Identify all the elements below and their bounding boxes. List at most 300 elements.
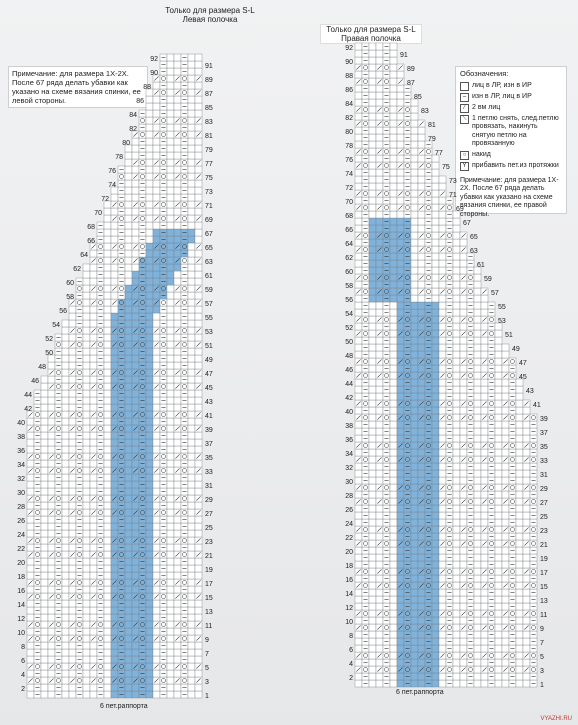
stitch-cell <box>432 288 439 295</box>
stitch-cell <box>516 505 523 512</box>
stitch-cell <box>523 407 530 414</box>
stitch-cell <box>369 302 376 309</box>
stitch-cell <box>481 603 488 610</box>
stitch-cell <box>62 453 69 460</box>
stitch-cell <box>188 516 195 523</box>
stitch-cell <box>69 418 76 425</box>
stitch-cell <box>104 418 111 425</box>
stitch-cell <box>195 670 202 677</box>
stitch-cell <box>530 484 537 491</box>
stitch-cell <box>460 596 467 603</box>
stitch-cell <box>104 411 111 418</box>
stitch-cell <box>167 439 174 446</box>
stitch-cell <box>125 250 132 257</box>
stitch-cell <box>125 425 132 432</box>
stitch-cell <box>432 330 439 337</box>
stitch-cell <box>432 281 439 288</box>
stitch-cell <box>97 453 104 460</box>
stitch-cell <box>376 407 383 414</box>
stitch-cell <box>69 320 76 327</box>
row-number: 47 <box>205 371 213 378</box>
stitch-cell <box>383 568 390 575</box>
stitch-cell <box>125 334 132 341</box>
stitch-cell <box>153 474 160 481</box>
stitch-cell <box>195 194 202 201</box>
stitch-cell <box>502 554 509 561</box>
stitch-cell <box>460 463 467 470</box>
stitch-cell <box>369 582 376 589</box>
stitch-cell <box>495 631 502 638</box>
stitch-cell <box>104 404 111 411</box>
stitch-cell <box>195 348 202 355</box>
stitch-cell <box>390 498 397 505</box>
stitch-cell <box>383 624 390 631</box>
stitch-cell <box>453 561 460 568</box>
stitch-cell <box>481 575 488 582</box>
stitch-cell <box>83 432 90 439</box>
stitch-cell <box>41 481 48 488</box>
stitch-cell <box>495 610 502 617</box>
stitch-cell <box>195 502 202 509</box>
row-number: 1 <box>540 682 544 689</box>
stitch-cell <box>146 173 153 180</box>
stitch-cell <box>83 327 90 334</box>
stitch-cell <box>362 358 369 365</box>
stitch-cell <box>390 463 397 470</box>
stitch-cell <box>411 568 418 575</box>
stitch-cell <box>48 474 55 481</box>
stitch-cell <box>411 554 418 561</box>
stitch-cell <box>146 145 153 152</box>
stitch-cell <box>432 456 439 463</box>
stitch-cell <box>132 516 139 523</box>
stitch-cell <box>69 439 76 446</box>
stitch-cell <box>502 365 509 372</box>
stitch-cell <box>62 684 69 691</box>
stitch-cell <box>460 617 467 624</box>
stitch-cell <box>481 428 488 435</box>
stitch-cell <box>132 306 139 313</box>
row-number: 5 <box>540 654 544 661</box>
stitch-cell <box>195 544 202 551</box>
row-number: 18 <box>345 563 353 570</box>
stitch-cell <box>460 421 467 428</box>
stitch-cell <box>474 484 481 491</box>
stitch-cell <box>146 523 153 530</box>
stitch-cell <box>516 617 523 624</box>
stitch-cell <box>432 645 439 652</box>
row-number: 57 <box>205 301 213 308</box>
stitch-cell <box>125 551 132 558</box>
stitch-cell <box>111 558 118 565</box>
stitch-cell <box>474 281 481 288</box>
stitch-cell <box>397 337 404 344</box>
stitch-cell <box>139 593 146 600</box>
stitch-cell <box>104 348 111 355</box>
stitch-cell <box>125 348 132 355</box>
row-number: 73 <box>205 189 213 196</box>
stitch-cell <box>195 649 202 656</box>
stitch-cell <box>195 68 202 75</box>
stitch-cell <box>111 278 118 285</box>
stitch-cell <box>146 593 153 600</box>
stitch-cell <box>104 215 111 222</box>
stitch-cell <box>153 334 160 341</box>
stitch-cell <box>411 344 418 351</box>
stitch-cell <box>516 470 523 477</box>
stitch-cell <box>153 236 160 243</box>
stitch-cell <box>111 565 118 572</box>
stitch-cell <box>460 533 467 540</box>
stitch-cell <box>453 309 460 316</box>
stitch-cell <box>62 320 69 327</box>
stitch-cell <box>446 652 453 659</box>
stitch-cell <box>188 544 195 551</box>
stitch-cell <box>146 355 153 362</box>
stitch-cell <box>174 523 181 530</box>
stitch-cell <box>125 663 132 670</box>
stitch-cell <box>376 547 383 554</box>
stitch-cell <box>41 474 48 481</box>
stitch-cell <box>160 285 167 292</box>
stitch-cell <box>404 372 411 379</box>
stitch-cell <box>523 505 530 512</box>
stitch-cell <box>146 600 153 607</box>
stitch-cell <box>390 575 397 582</box>
stitch-cell <box>397 533 404 540</box>
stitch-cell <box>467 582 474 589</box>
stitch-cell <box>188 572 195 579</box>
stitch-cell <box>481 449 488 456</box>
stitch-cell <box>530 568 537 575</box>
stitch-cell <box>125 194 132 201</box>
stitch-cell <box>390 554 397 561</box>
stitch-cell <box>411 393 418 400</box>
stitch-cell <box>139 215 146 222</box>
row-number: 40 <box>345 409 353 416</box>
stitch-cell <box>418 463 425 470</box>
stitch-cell <box>125 502 132 509</box>
stitch-cell <box>502 547 509 554</box>
stitch-cell <box>481 645 488 652</box>
stitch-cell <box>369 477 376 484</box>
stitch-cell <box>376 645 383 652</box>
stitch-cell <box>530 498 537 505</box>
row-number: 90 <box>150 70 158 77</box>
stitch-cell <box>362 330 369 337</box>
stitch-cell <box>495 666 502 673</box>
stitch-cell <box>41 397 48 404</box>
stitch-cell <box>139 257 146 264</box>
stitch-cell <box>404 540 411 547</box>
stitch-cell <box>453 386 460 393</box>
stitch-cell <box>111 600 118 607</box>
stitch-cell <box>41 565 48 572</box>
stitch-cell <box>174 187 181 194</box>
right-front-chart <box>345 43 548 689</box>
stitch-cell <box>139 131 146 138</box>
stitch-cell <box>167 187 174 194</box>
stitch-cell <box>425 456 432 463</box>
stitch-cell <box>439 435 446 442</box>
stitch-cell <box>195 166 202 173</box>
stitch-cell <box>523 575 530 582</box>
stitch-cell <box>509 582 516 589</box>
stitch-cell <box>181 243 188 250</box>
stitch-cell <box>118 579 125 586</box>
stitch-cell <box>390 547 397 554</box>
stitch-cell <box>181 635 188 642</box>
stitch-cell <box>167 670 174 677</box>
stitch-cell <box>132 649 139 656</box>
row-number: 12 <box>345 605 353 612</box>
stitch-cell <box>125 670 132 677</box>
stitch-cell <box>111 614 118 621</box>
stitch-cell <box>474 372 481 379</box>
stitch-cell <box>432 547 439 554</box>
stitch-cell <box>369 281 376 288</box>
stitch-cell <box>376 533 383 540</box>
stitch-cell <box>90 264 97 271</box>
stitch-cell <box>453 652 460 659</box>
stitch-cell <box>362 274 369 281</box>
stitch-cell <box>34 663 41 670</box>
row-number: 3 <box>205 679 209 686</box>
stitch-cell <box>474 428 481 435</box>
stitch-cell <box>411 505 418 512</box>
stitch-cell <box>132 565 139 572</box>
stitch-cell <box>83 537 90 544</box>
stitch-cell <box>369 575 376 582</box>
circle-icon: ○ <box>460 151 469 160</box>
row-number: 47 <box>519 360 527 367</box>
stitch-cell <box>146 663 153 670</box>
stitch-cell <box>167 586 174 593</box>
stitch-cell <box>167 677 174 684</box>
stitch-cell <box>146 495 153 502</box>
stitch-cell <box>376 631 383 638</box>
stitch-cell <box>502 533 509 540</box>
stitch-cell <box>153 670 160 677</box>
stitch-cell <box>411 435 418 442</box>
stitch-cell <box>153 502 160 509</box>
stitch-cell <box>488 330 495 337</box>
stitch-cell <box>104 390 111 397</box>
stitch-cell <box>404 624 411 631</box>
stitch-cell <box>139 411 146 418</box>
stitch-cell <box>69 565 76 572</box>
stitch-cell <box>153 355 160 362</box>
stitch-cell <box>411 645 418 652</box>
stitch-cell <box>509 456 516 463</box>
stitch-cell <box>174 124 181 131</box>
stitch-cell <box>69 362 76 369</box>
stitch-cell <box>362 610 369 617</box>
stitch-cell <box>195 82 202 89</box>
stitch-cell <box>474 561 481 568</box>
stitch-cell <box>383 666 390 673</box>
stitch-cell <box>495 568 502 575</box>
stitch-cell <box>495 561 502 568</box>
stitch-cell <box>397 428 404 435</box>
stitch-cell <box>390 596 397 603</box>
stitch-cell <box>153 572 160 579</box>
stitch-cell <box>160 663 167 670</box>
stitch-cell <box>90 313 97 320</box>
stitch-cell <box>167 502 174 509</box>
stitch-cell <box>153 96 160 103</box>
stitch-cell <box>90 565 97 572</box>
row-number: 44 <box>24 392 32 399</box>
stitch-cell <box>355 344 362 351</box>
stitch-cell <box>167 299 174 306</box>
stitch-cell <box>369 309 376 316</box>
stitch-cell <box>474 666 481 673</box>
stitch-cell <box>432 575 439 582</box>
stitch-cell <box>453 484 460 491</box>
stitch-cell <box>453 344 460 351</box>
stitch-cell <box>195 124 202 131</box>
stitch-cell <box>153 558 160 565</box>
stitch-cell <box>516 582 523 589</box>
stitch-cell <box>418 309 425 316</box>
stitch-cell <box>167 250 174 257</box>
stitch-cell <box>355 603 362 610</box>
stitch-cell <box>125 236 132 243</box>
stitch-cell <box>376 575 383 582</box>
stitch-cell <box>369 442 376 449</box>
stitch-cell <box>195 628 202 635</box>
stitch-cell <box>83 670 90 677</box>
stitch-cell <box>167 313 174 320</box>
stitch-cell <box>48 516 55 523</box>
stitch-cell <box>188 348 195 355</box>
stitch-cell <box>474 351 481 358</box>
stitch-cell <box>495 659 502 666</box>
stitch-cell <box>369 456 376 463</box>
stitch-cell <box>516 596 523 603</box>
row-number: 88 <box>143 84 151 91</box>
stitch-cell <box>167 138 174 145</box>
stitch-cell <box>90 649 97 656</box>
stitch-cell <box>516 498 523 505</box>
stitch-cell <box>41 376 48 383</box>
stitch-cell <box>376 281 383 288</box>
stitch-cell <box>48 691 55 698</box>
stitch-cell <box>376 337 383 344</box>
stitch-cell <box>362 624 369 631</box>
stitch-cell <box>460 491 467 498</box>
stitch-cell <box>195 278 202 285</box>
stitch-cell <box>411 463 418 470</box>
stitch-cell <box>55 551 62 558</box>
stitch-cell <box>125 278 132 285</box>
stitch-cell <box>146 411 153 418</box>
stitch-cell <box>411 589 418 596</box>
stitch-cell <box>111 432 118 439</box>
stitch-cell <box>48 649 55 656</box>
stitch-cell <box>397 512 404 519</box>
stitch-cell <box>355 365 362 372</box>
stitch-cell <box>41 656 48 663</box>
legend-label: изн в ЛР, лиц в ИР <box>472 92 532 100</box>
stitch-cell <box>27 628 34 635</box>
stitch-cell <box>181 453 188 460</box>
stitch-cell <box>523 512 530 519</box>
stitch-cell <box>369 463 376 470</box>
stitch-cell <box>474 631 481 638</box>
stitch-cell <box>439 365 446 372</box>
stitch-cell <box>41 621 48 628</box>
row-number: 19 <box>205 567 213 574</box>
stitch-cell <box>411 295 418 302</box>
stitch-cell <box>195 145 202 152</box>
stitch-cell <box>174 68 181 75</box>
row-number: 25 <box>540 514 548 521</box>
stitch-cell <box>69 481 76 488</box>
stitch-cell <box>460 344 467 351</box>
stitch-cell <box>90 418 97 425</box>
stitch-cell <box>69 544 76 551</box>
stitch-cell <box>369 659 376 666</box>
stitch-cell <box>369 386 376 393</box>
row-number: 55 <box>498 304 506 311</box>
stitch-cell <box>62 530 69 537</box>
stitch-cell <box>118 635 125 642</box>
stitch-cell <box>153 348 160 355</box>
stitch-cell <box>139 243 146 250</box>
stitch-cell <box>397 295 404 302</box>
stitch-cell <box>34 593 41 600</box>
stitch-cell <box>376 323 383 330</box>
stitch-cell <box>188 110 195 117</box>
stitch-cell <box>160 621 167 628</box>
stitch-cell <box>125 166 132 173</box>
stitch-cell <box>97 369 104 376</box>
stitch-cell <box>146 397 153 404</box>
row-number: 28 <box>17 504 25 511</box>
row-number: 45 <box>205 385 213 392</box>
stitch-cell <box>83 656 90 663</box>
stitch-cell <box>69 460 76 467</box>
stitch-cell <box>188 397 195 404</box>
stitch-cell <box>188 215 195 222</box>
stitch-cell <box>174 544 181 551</box>
stitch-cell <box>41 544 48 551</box>
stitch-cell <box>167 516 174 523</box>
stitch-cell <box>104 523 111 530</box>
stitch-cell <box>146 670 153 677</box>
stitch-cell <box>425 582 432 589</box>
stitch-cell <box>146 257 153 264</box>
stitch-cell <box>90 656 97 663</box>
stitch-cell <box>362 540 369 547</box>
stitch-cell <box>439 295 446 302</box>
row-number: 67 <box>205 231 213 238</box>
stitch-cell <box>195 54 202 61</box>
stitch-cell <box>90 390 97 397</box>
stitch-cell <box>369 295 376 302</box>
stitch-cell <box>62 383 69 390</box>
stitch-cell <box>153 152 160 159</box>
stitch-cell <box>195 187 202 194</box>
row-number: 87 <box>205 91 213 98</box>
stitch-cell <box>125 579 132 586</box>
stitch-cell <box>62 411 69 418</box>
stitch-cell <box>146 236 153 243</box>
stitch-cell <box>474 323 481 330</box>
stitch-cell <box>481 596 488 603</box>
